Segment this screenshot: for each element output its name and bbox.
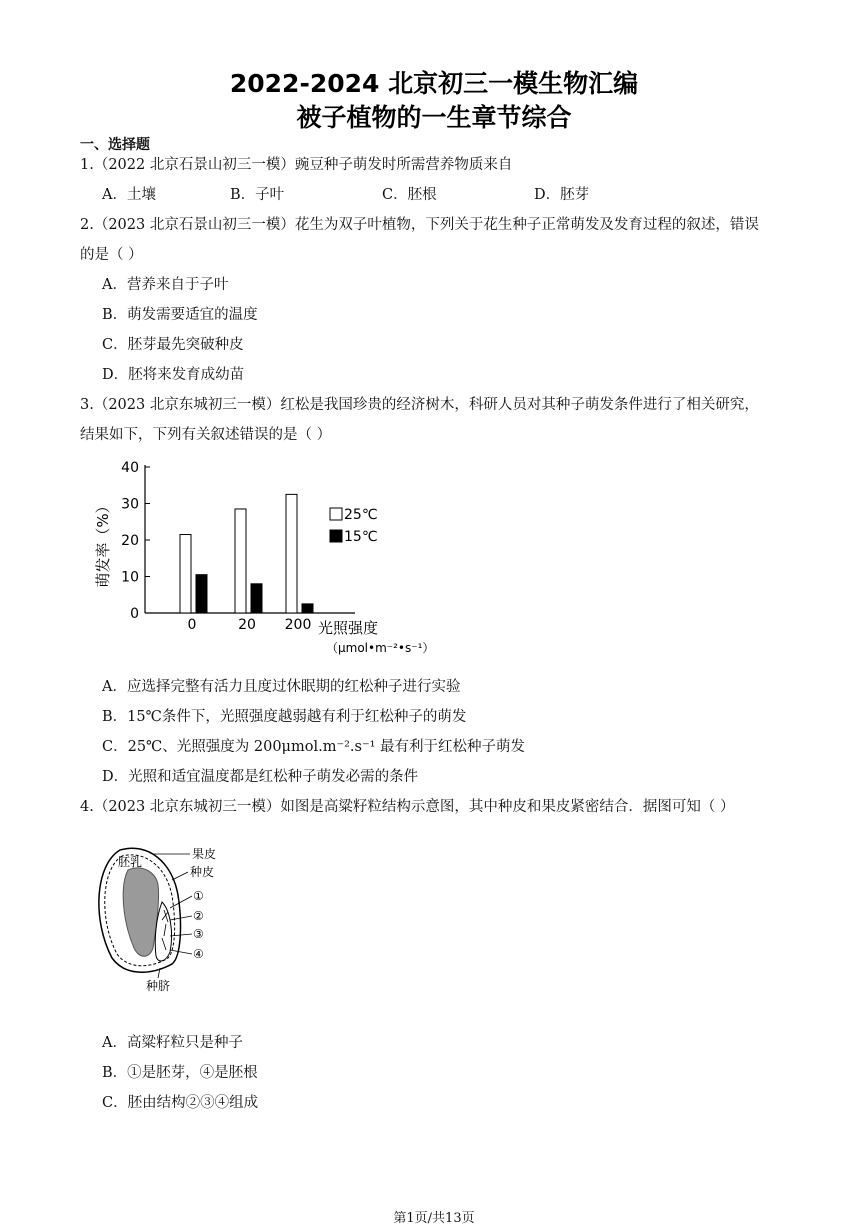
chart-y-tick-label: 0 <box>130 606 139 622</box>
q2-option-b: B．萌发需要适宜的温度 <box>102 307 258 323</box>
q1-option-a: A．土壤 <box>102 187 156 203</box>
q4-option-a: A．高粱籽粒只是种子 <box>102 1035 243 1051</box>
q4-stem: 4.（2023 北京东城初三一模）如图是高粱籽粒结构示意图，其中种皮和果皮紧密结合．据图可知（ ） <box>80 799 735 815</box>
label-4: ④ <box>193 947 204 961</box>
q3-option-c: C．25℃、光照强度为 200μmol.m⁻².s⁻¹ 最有利于红松种子萌发 <box>102 739 526 755</box>
chart-x-tick-label: 200 <box>284 617 312 633</box>
seedcoat-pointer <box>172 872 188 880</box>
label-3: ③ <box>193 927 204 941</box>
chart-y-tick-label: 40 <box>121 460 139 476</box>
chart-y-tick-label: 20 <box>121 533 139 549</box>
q3-stem-line2: 结果如下，下列有关叙述错误的是（ ） <box>80 427 332 443</box>
chart-legend-swatch <box>330 530 342 542</box>
label-2: ② <box>193 909 204 923</box>
chart-x-axis-unit: （μmol•m⁻²•s⁻¹） <box>326 641 435 655</box>
q3-option-d: D．光照和适宜温度都是红松种子萌发必需的条件 <box>102 769 419 785</box>
chart-y-tick-label: 10 <box>121 569 139 586</box>
chart-bar-25c <box>235 509 246 613</box>
chart-bar-15c <box>302 604 313 613</box>
q4-option-b: B．①是胚芽，④是胚根 <box>102 1065 258 1081</box>
endosperm-label: 胚乳 <box>118 855 143 869</box>
chart-bar-15c <box>196 575 207 613</box>
chart-legend-label: 25℃ <box>344 507 378 523</box>
sorghum-grain-diagram <box>90 840 240 1000</box>
q4-option-c: C．胚由结构②③④组成 <box>102 1095 259 1111</box>
q2-stem-line2: 的是（ ） <box>80 247 143 263</box>
hilum-label: 种脐 <box>146 979 171 993</box>
chart-y-tick-label: 30 <box>121 496 139 513</box>
chart-bar-25c <box>180 535 191 613</box>
chart-bar-25c <box>286 494 297 613</box>
section-heading: 一、选择题 <box>80 137 150 153</box>
q1-stem: 1.（2022 北京石景山初三一模）豌豆种子萌发时所需营养物质来自 <box>80 157 513 173</box>
chart-x-axis-label: 光照强度 <box>318 619 379 637</box>
pericarp-label: 果皮 <box>192 847 217 861</box>
chart-x-tick-label: 20 <box>238 617 256 633</box>
q1-option-b: B．子叶 <box>230 187 285 203</box>
q3-stem-line1: 3.（2023 北京东城初三一模）红松是我国珍贵的经济树木，科研人员对其种子萌发条件进行了相关研究， <box>80 397 759 413</box>
chart-x-tick-label: 0 <box>187 617 197 633</box>
chart-legend-swatch <box>330 508 342 520</box>
seedcoat-label: 种皮 <box>190 865 215 879</box>
chart-legend-label: 15℃ <box>344 529 378 545</box>
q2-stem-line1: 2.（2023 北京石景山初三一模）花生为双子叶植物，下列关于花生种子正常萌发及发育过程的叙述，错误 <box>80 217 759 233</box>
q1-option-c: C．胚根 <box>382 187 437 203</box>
document-title-line1: 2022-2024 北京初三一模生物汇编 <box>229 69 639 98</box>
q2-option-d: D．胚将来发育成幼苗 <box>102 367 245 383</box>
q2-option-c: C．胚芽最先突破种皮 <box>102 337 244 353</box>
page-footer: 第1页/共13页 <box>393 1211 475 1226</box>
label-1: ① <box>193 889 204 903</box>
chart-y-axis-label: 萌发率（%） <box>94 498 112 588</box>
q2-option-a: A．营养来自于子叶 <box>102 277 229 293</box>
q1-option-d: D．胚芽 <box>534 187 590 203</box>
chart-bar-15c <box>251 584 262 613</box>
document-title-line2: 被子植物的一生章节综合 <box>296 103 572 132</box>
q3-option-b: B．15℃条件下，光照强度越弱越有利于红松种子的萌发 <box>102 709 467 725</box>
germination-bar-chart <box>90 455 450 665</box>
q3-option-a: A．应选择完整有活力且度过休眠期的红松种子进行实验 <box>102 679 461 695</box>
